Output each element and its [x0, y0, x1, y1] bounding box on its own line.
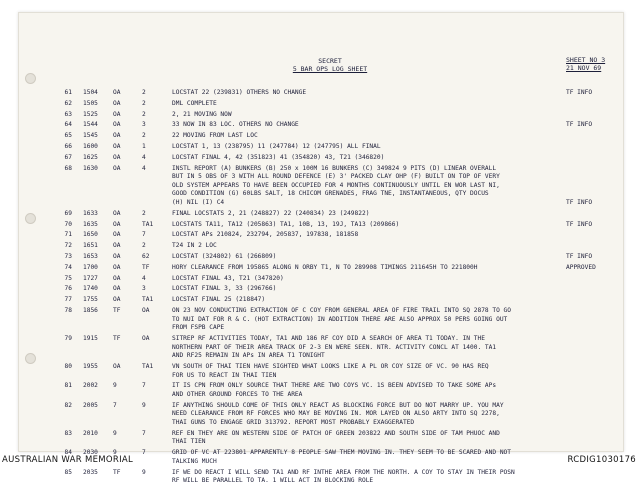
entry-text-line: LOCSTAT APs 210824, 232794, 205837, 197838, 181858	[172, 231, 359, 239]
sheet-date: 21 NOV 69	[566, 64, 602, 72]
entry-text-line: ON 23 NOV CONDUCTING EXTRACTION OF C COY FROM GENERAL AREA OF FIRE TRAIL INTO SQ 2878 TO GO	[172, 307, 511, 314]
from: OA	[113, 363, 121, 370]
entry-text-line: HORY CLEARANCE FROM 195865 ALONG N ORBY T1, N TO 289908 TIMINGS 211645H TO 221800H	[172, 263, 478, 271]
entry-text-line: T24 IN 2 LOC	[172, 242, 217, 250]
to: 7	[142, 429, 146, 437]
time: 1755	[83, 296, 98, 304]
to: TF	[142, 263, 150, 271]
from: OA	[113, 110, 121, 118]
entry-text-line: THAI TIEN	[172, 438, 206, 446]
entry-text-line: LOCSTAT FINAL 25 (218847)	[172, 296, 266, 304]
from: OA	[113, 263, 121, 271]
to: 9	[142, 401, 146, 409]
to: 2	[142, 132, 146, 140]
from: OA	[113, 231, 121, 239]
from: OA	[113, 153, 121, 161]
serial-number: 82	[64, 401, 72, 409]
serial-number: 72	[64, 242, 72, 250]
from: OA	[113, 274, 121, 282]
entry-text-line: LOCSTAT FINAL 4, 42 (351823) 41 (354820) 43, T21 (346820)	[172, 153, 385, 161]
entry-text-line: LOCSTAT (324802) 61 (266809)	[172, 253, 277, 260]
to: 2	[142, 99, 146, 107]
serial-number: 75	[64, 274, 72, 282]
punch-hole	[25, 73, 36, 84]
serial-number: 63	[64, 110, 72, 118]
from: OA	[113, 132, 121, 140]
entry-text-line: 33 NOW IN 83 LOC. OTHERS NO CHANGE	[172, 121, 299, 129]
to: 1	[142, 143, 146, 150]
to: 2	[142, 242, 146, 250]
to: 9	[142, 468, 146, 476]
action-note: TF INFO	[566, 121, 593, 129]
serial-number: 69	[64, 209, 72, 217]
from: OA	[113, 253, 121, 260]
time: 1625	[83, 153, 98, 161]
to: 3	[142, 121, 146, 129]
entry-text-line: (H) NIL (I) C4	[172, 198, 225, 206]
action-note: APPROVED	[566, 263, 596, 271]
entry-text-line: REF EN THEY ARE ON WESTERN SIDE OF PATCH OF GREEN 203822 AND SOUTH SIDE OF TAM PHUOC AND	[172, 429, 500, 437]
entry-text-line: LOCSTAT FINAL 43, T21 (347820)	[172, 274, 284, 282]
entry-text-line: DML COMPLETE	[172, 99, 217, 107]
entry-text-line: IF ANYTHING SHOULD COME OF THIS ONLY REACT AS BLOCKING FORCE BUT DO NOT MARRY UP. YOU MAY	[172, 401, 504, 409]
entry-text-line: LOCSTAT 22 (239831) OTHERS NO CHANGE	[172, 89, 307, 96]
time: 1504	[83, 89, 98, 96]
entry-text-line: INSTL REPORT (A) BUNKERS (B) 250 x 100M 16 BUNKERS (C) 349824 9 PITS (D) LINEAR OVERALL	[172, 164, 497, 172]
from: OA	[113, 220, 121, 228]
serial-number: 62	[64, 99, 72, 107]
serial-number: 78	[64, 307, 72, 314]
to: 4	[142, 164, 146, 172]
entry-text-line: GOOD CONDITION (G) 60LBS SALT, 18 CHICOM GRENADES, FRAG TNE, INSTANTANEOUS, QTY DOCUS	[172, 190, 489, 198]
entry-text-line: TALKING MUCH	[172, 457, 217, 465]
from: OA	[113, 121, 121, 129]
to: 4	[142, 274, 146, 282]
entry-text-line: LOCSTAT FINAL 3, 33 (296766)	[172, 285, 277, 293]
action-note: TF INFO	[566, 198, 593, 206]
serial-number: 73	[64, 253, 72, 260]
from: TF	[113, 307, 121, 314]
footer	[0, 452, 640, 470]
from: 7	[113, 401, 117, 409]
from: OA	[113, 164, 121, 172]
time: 1651	[83, 242, 98, 250]
to: 2	[142, 110, 146, 118]
entry-text-line: GRID OF VC AT 223801 APPARENTLY 8 PEOPLE SAW THEM MOVING IN. THEY SEEM TO BE SCARED AND NOT	[172, 449, 511, 457]
to: TA1	[142, 220, 154, 228]
from: OA	[113, 99, 121, 107]
time: 2035	[83, 468, 98, 476]
to: 7	[142, 449, 146, 457]
to: TA1	[142, 363, 154, 370]
time: 1700	[83, 263, 98, 271]
from: OA	[113, 89, 121, 96]
serial-number: 67	[64, 153, 72, 161]
sheet-title: 5 BAR OPS LOG SHEET	[292, 65, 368, 73]
entry-text-line: TO NUI DAT FOR R & C. (HOT EXTRACTION) IN ADDITION THERE ARE ALSO APPROX 50 PERS GOING OUT	[172, 315, 508, 323]
entry-text-line: AND RF25 REMAIN IN APs IN AREA T1 TONIGHT	[172, 352, 325, 360]
entry-text-line: LOCSTATS TA11, TA12 (205863) TA1, 10B, 13, 19J, TA13 (209866)	[172, 220, 400, 228]
time: 1740	[83, 285, 98, 293]
action-note: TF INFO	[566, 253, 593, 260]
serial-number: 71	[64, 231, 72, 239]
entry-text-line: FROM FSPB CAPE	[172, 324, 225, 332]
punch-hole	[25, 213, 36, 224]
serial-number: 80	[64, 363, 72, 370]
time: 2002	[83, 382, 98, 390]
serial-number: 85	[64, 468, 72, 476]
serial-number: 76	[64, 285, 72, 293]
from: OA	[113, 242, 121, 250]
serial-number: 83	[64, 429, 72, 437]
time: 2030	[83, 449, 98, 457]
to: 7	[142, 382, 146, 390]
entry-text-line: RF WILL BE PARALLEL TO TA. 1 WILL ACT IN BLOCKING ROLE	[172, 477, 374, 485]
footer-source: AUSTRALIAN WAR MEMORIAL	[2, 455, 134, 465]
time: 1545	[83, 132, 98, 140]
to: 2	[142, 209, 146, 217]
to: OA	[142, 335, 150, 342]
serial-number: 74	[64, 263, 72, 271]
time: 2005	[83, 401, 98, 409]
entry-text-line: NORTHERN PART OF THEIR AREA TRACK OF 2-3 EN WERE SEEN. NTR. ACTIVITY CONCL AT 1400. TA1	[172, 343, 497, 351]
to: 2	[142, 89, 146, 96]
to: 62	[142, 253, 150, 260]
time: 1525	[83, 110, 98, 118]
entry-text-line: VN SOUTH OF THAI TIEN HAVE SIGHTED WHAT LOOKS LIKE A PL OR COY SIZE OF VC. 90 HAS REQ	[172, 363, 489, 370]
time: 1600	[83, 143, 98, 150]
entry-text-line: LOCSTAT 1, 13 (238795) 11 (247784) 12 (247795) ALL FINAL	[172, 143, 381, 150]
entry-text-line: NEED CLEARANCE FROM RF FORCES WHO MAY BE MOVING IN. MOR LAYED ON ALSO ARTY INTO SQ 2278,	[172, 410, 500, 418]
time: 1630	[83, 164, 98, 172]
serial-number: 70	[64, 220, 72, 228]
serial-number: 79	[64, 335, 72, 342]
to: TA1	[142, 296, 154, 304]
entry-text-line: FOR US TO REACT IN THAI TIEN	[172, 371, 277, 379]
time: 1505	[83, 99, 98, 107]
entry-text-line: THAI GUNS TO ENGAGE GRID 313792. REPORT MOST PROBABLY EXAGGERATED	[172, 418, 415, 426]
serial-number: 84	[64, 449, 72, 457]
classification-label: SECRET	[318, 57, 342, 65]
serial-number: 81	[64, 382, 72, 390]
entry-text-line: 2, 21 MOVING NOW	[172, 110, 232, 118]
time: 1633	[83, 209, 98, 217]
action-note: TF INFO	[566, 89, 593, 96]
time: 1650	[83, 231, 98, 239]
serial-number: 64	[64, 121, 72, 129]
footer-reference: RCDIG1030176	[567, 455, 636, 465]
serial-number: 66	[64, 143, 72, 150]
from: OA	[113, 285, 121, 293]
time: 2010	[83, 429, 98, 437]
time: 1544	[83, 121, 98, 129]
time: 1635	[83, 220, 98, 228]
from: OA	[113, 209, 121, 217]
time: 1955	[83, 363, 98, 370]
to: 3	[142, 285, 146, 293]
time: 1856	[83, 307, 98, 314]
to: 4	[142, 153, 146, 161]
to: OA	[142, 307, 150, 314]
serial-number: 65	[64, 132, 72, 140]
entry-text-line: BUT IN 5 OBS OF 3 WITH ALL ROUND DEFENCE (E) 3' PACKED CLAY OHP (F) BUILT ON TOP OF VERY	[172, 173, 500, 181]
entry-text-line: OLD SYSTEM APPEARS TO HAVE BEEN OCCUPIED FOR 4 MONTHS CONTINUOUSLY UNTIL EN WOR LAST NI,	[172, 181, 500, 189]
action-note: TF INFO	[566, 220, 593, 228]
sheet-number: SHEET NO 3	[566, 56, 606, 64]
serial-number: 77	[64, 296, 72, 304]
entry-text-line: AND OTHER GROUND FORCES TO THE AREA	[172, 390, 303, 398]
serial-number: 61	[64, 89, 72, 96]
punch-hole	[25, 353, 36, 364]
entry-text-line: IT IS CPN FROM ONLY SOURCE THAT THERE ARE TWO COYS VC. 1S BEEN ADVISED TO TAKE SOME APs	[172, 382, 497, 390]
entry-text-line: 22 MOVING FROM LAST LOC	[172, 132, 258, 140]
time: 1727	[83, 274, 98, 282]
from: 9	[113, 449, 117, 457]
entry-text-line: FINAL LOCSTATS 2, 21 (248827) 22 (240834) 23 (249822)	[172, 209, 370, 217]
to: 7	[142, 231, 146, 239]
from: TF	[113, 468, 121, 476]
from: 9	[113, 382, 117, 390]
from: TF	[113, 335, 121, 342]
time: 1653	[83, 253, 98, 260]
from: OA	[113, 296, 121, 304]
from: OA	[113, 143, 121, 150]
entry-text-line: SITREP RF ACTIVITIES TODAY, TA1 AND 186 RF COY DID A SEARCH OF AREA T1 TODAY. IN THE	[172, 335, 485, 342]
serial-number: 68	[64, 164, 72, 172]
from: 9	[113, 429, 117, 437]
time: 1915	[83, 335, 98, 342]
entry-text-line: IF WE DO REACT I WILL SEND TA1 AND RF INTHE AREA FROM THE NORTH. A COY TO STAY IN THEIR POSN	[172, 468, 515, 476]
